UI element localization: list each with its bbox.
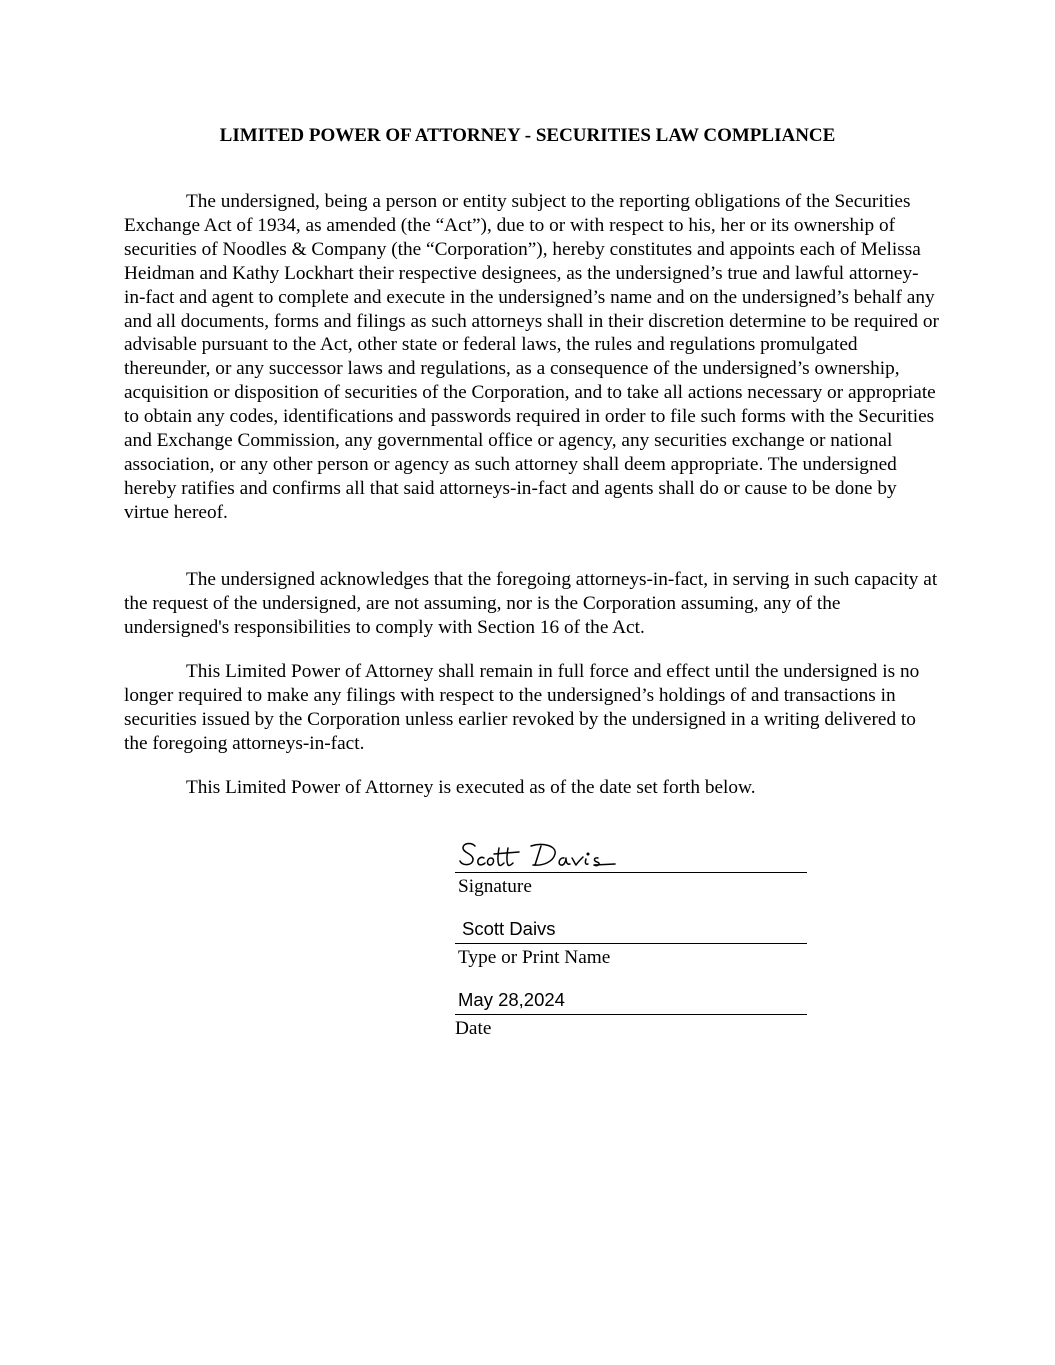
date-line <box>455 1014 807 1015</box>
paragraph-text: The undersigned acknowledges that the foregoing attorneys-in-fact, in serving in such capacity at the request of the undersigned, are not assuming, nor is the Corporation assuming, any of the undersigned's responsibilities to comply with Section 16 of the Act. <box>124 569 938 638</box>
paragraph-acknowledgement <box>124 568 939 640</box>
date-label: Date <box>455 1018 492 1039</box>
paragraph-text: This Limited Power of Attorney shall remain in full force and effect until the undersigned is no longer required to make any filings with respect to the undersigned’s holdings of and transactions in securities issued by the Corporation unless earlier revoked by the undersigned in a writing delivered to the foregoing attorneys-in-fact. <box>124 661 920 754</box>
handwritten-signature <box>457 834 627 874</box>
signature-line <box>455 872 807 873</box>
signature-label: Signature <box>458 876 532 897</box>
paragraph-duration <box>124 660 939 756</box>
printed-name-label: Type or Print Name <box>458 947 611 968</box>
paragraph-appointment <box>124 190 939 525</box>
document-title: LIMITED POWER OF ATTORNEY - SECURITIES LAW COMPLIANCE <box>219 125 836 146</box>
printed-name-line <box>455 943 807 944</box>
printed-name-value: Scott Daivs <box>462 918 556 939</box>
paragraph-execution <box>124 776 939 800</box>
paragraph-text: This Limited Power of Attorney is executed as of the date set forth below. <box>186 777 756 798</box>
paragraph-text: The undersigned, being a person or entity subject to the reporting obligations of the Securities Exchange Act of 1934, as amended (the “Act”), due to or with respect to his, her or its ownership of securities of Noodles & Company (the “Corporation”), hereby constitutes and appoints each of Melissa Heidman and Kathy Lockhart their respective designees, as the undersigned’s true and lawful attorney-in-fact and agent to complete and execute in the undersigned’s name and on the undersigned’s behalf any and all documents, forms and filings as such attorneys shall in their discretion determine to be required or advisable pursuant to the Act, other state or federal laws, the rules and regulations promulgated thereunder, or any successor laws and regulations, as a consequence of the undersigned’s ownership, acquisition or disposition of securities of the Corporation, and to take all actions necessary or appropriate to obtain any codes, identifications and passwords required in order to file such forms with the Securities and Exchange Commission, any governmental office or agency, any securities exchange or national association, or any other person or agency as such attorney shall deem appropriate. The undersigned hereby ratifies and confirms all that said attorneys-in-fact and agents shall do or cause to be done by virtue hereof. <box>124 191 939 523</box>
date-value: May 28,2024 <box>458 989 565 1010</box>
